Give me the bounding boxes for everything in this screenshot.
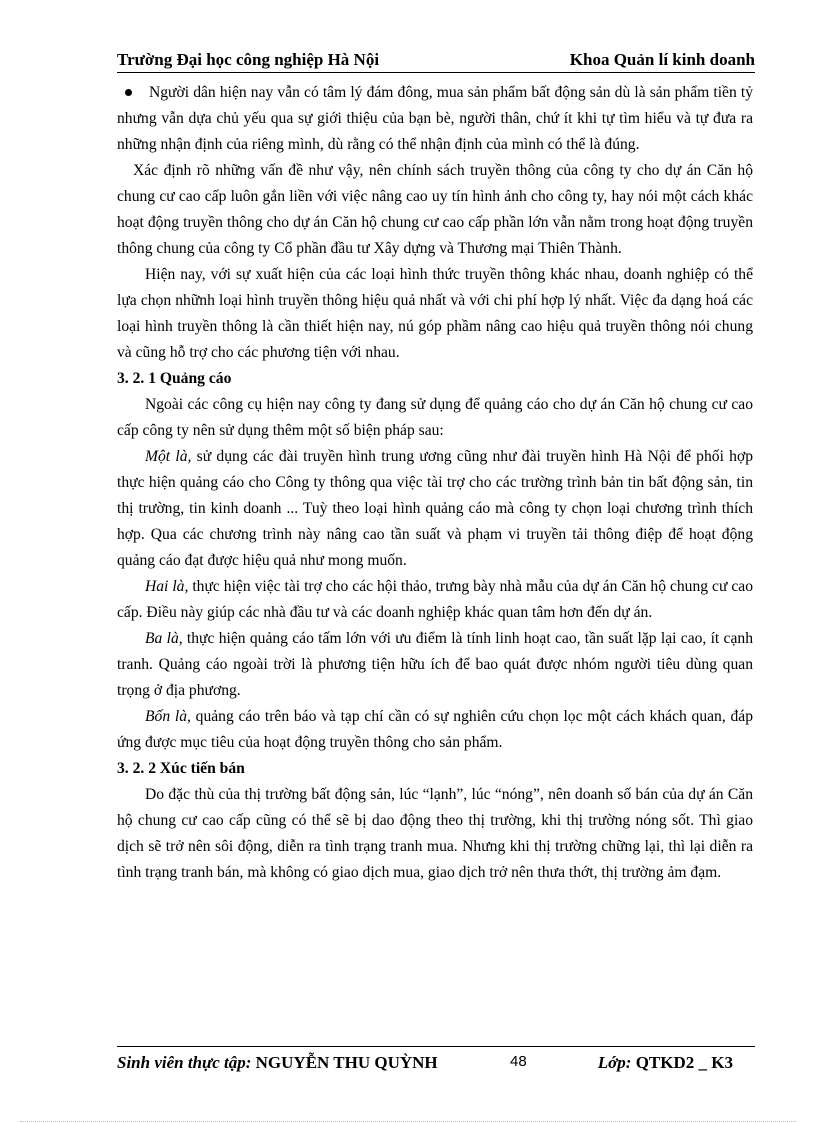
paragraph-6-lead: Ba là, (145, 630, 183, 647)
footer-student (117, 1053, 438, 1073)
page-footer (117, 1046, 755, 1077)
bullet-icon (125, 89, 132, 96)
section-heading-advertising: 3. 2. 1 Quảng cáo (117, 370, 232, 387)
paragraph-2: Hiện nay, với sự xuất hiện của các loại hình thức truyền thông khác nhau, doanh nghiệp có thể lựa chọn nhữnh loại hình truyền thông hiệu quả nhất và với chi phí hợp lý nhất. Việc đa dạng hoá các loại hình truyền thông là cần thiết hiện nay, nú góp phầm nâng cao hiệu quả truyền thông nói chung và cũng hỗ trợ cho các phương tiện với nhau. (117, 266, 753, 361)
student-label: Sinh viên thực tập: (117, 1053, 252, 1072)
section-heading-sales-promotion: 3. 2. 2 Xúc tiến bán (117, 760, 245, 777)
paragraph-7-text: quảng cáo trên báo và tạp chí cần có sự nghiên cứu chọn lọc một cách khách quan, đáp ứng được mục tiêu của hoạt động truyền thông cho sản phẩm. (117, 708, 754, 751)
paragraph-5 (117, 574, 753, 626)
paragraph-7 (117, 704, 753, 756)
footer-class (598, 1053, 733, 1073)
paragraph-4 (117, 444, 753, 574)
paragraph-7-lead: Bốn là, (145, 708, 191, 725)
class-label: Lớp: (597, 1053, 632, 1072)
paragraph-6-text: thực hiện quảng cáo tấm lớn với ưu điểm là tính linh hoạt cao, tần suất lặp lại cao, ít cạnh tranh. Quảng cáo ngoài trời là phương tiện hữu ích để bao quát được nhóm người tiêu dùng quan trọng ở địa phương. (117, 630, 753, 699)
student-name: NGUYỄN THU QUỲNH (255, 1053, 438, 1072)
paragraph-4-text: sử dụng các đài truyền hình trung ương cũng như đài truyền hình Hà Nội để phối hợp thực hiện quảng cáo cho Công ty thông qua việc tài trợ cho các trường trình bản tin bất động sản, tin thị trường, tin kinh doanh ... Tuỳ theo loại hình quảng cáo mà công ty chọn loại chương trình thích hợp. Qua các chương trình này nâng cao tần suất và phạm vi truyền tải thông điệp để hoạt động quảng cáo đạt được hiệu quả như mong muốn. (117, 448, 753, 569)
paragraph-5-text: thực hiện việc tài trợ cho các hội thảo, trưng bày nhà mẫu của dự án Căn hộ chung cư cao cấp. Điều này giúp các nhà đầu tư và các doanh nghiệp khác quan tâm hơn đến dự án. (117, 578, 753, 621)
page-break-divider (20, 1121, 796, 1122)
paragraph-3: Ngoài các công cụ hiện nay công ty đang sử dụng để quảng cáo cho dự án Căn hộ chung cư cao cấp công ty nên sử dụng thêm một số biện pháp sau: (117, 396, 753, 439)
paragraph-6 (117, 626, 753, 704)
header-faculty: Khoa Quản lí kinh doanh (569, 50, 755, 69)
page-number: 48 (510, 1053, 527, 1070)
header-university: Trường Đại học công nghiệp Hà Nội (117, 50, 380, 69)
document-body (117, 80, 753, 886)
page-header (117, 50, 755, 73)
class-value: QTKD2 _ K3 (635, 1053, 733, 1072)
paragraph-1: Xác định rõ những vấn đề như vậy, nên chính sách truyền thông của công ty cho dự án Căn hộ chung cư cao cấp luôn gắn liền với việc nâng cao uy tín hình ảnh cho công ty, hay nói một cách khác hoạt động truyền thông cho dự án Căn hộ chung cư cao cấp phần lớn vẫn nằm trong hoạt động truyền thông chung của công ty Cổ phần đầu tư Xây dựng và Thương mại Thiên Thành. (117, 162, 753, 257)
paragraph-4-lead: Một là, (145, 448, 192, 465)
paragraph-5-lead: Hai là, (145, 578, 189, 595)
bullet-paragraph (117, 80, 753, 158)
paragraph-8: Do đặc thù của thị trường bất động sản, lúc “lạnh”, lúc “nóng”, nên doanh số bán của dự án Căn hộ chung cư cao cấp cũng có thể sẽ bị dao động theo thị trường, khi thị trường nóng sốt. Thì giao dịch sẽ trở nên sôi động, diễn ra tình trạng tranh mua. Nhưng khi thị trường chững lại, thì lại diễn ra tình trạng tranh bán, mà không có giao dịch mua, giao dịch trở nên thưa thớt, thị trường ảm đạm. (117, 786, 753, 881)
bullet-text: Người dân hiện nay vẫn có tâm lý đám đông, mua sản phẩm bất động sản dù là sản phẩm tiền tỷ nhưng vẫn dựa chủ yếu qua sự giới thiệu của bạn bè, người thân, chứ ít khi tự tìm hiểu và tự đưa ra những nhận định của riêng mình, dù rằng có thể nhận định của mình có thể là đúng. (117, 84, 753, 153)
